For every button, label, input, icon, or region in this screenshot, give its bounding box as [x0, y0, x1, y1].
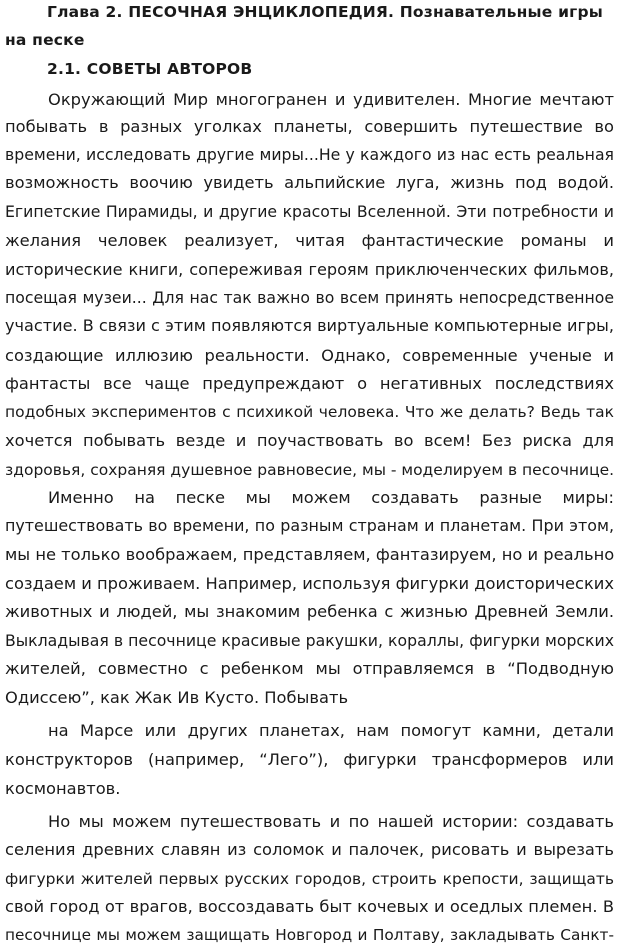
paragraph-line: подобных экспериментов с психикой человека. Что же делать? Ведь так [5, 403, 614, 421]
paragraph-line: здоровья, сохраняя душевное равновесие, мы - моделируем в песочнице. [5, 461, 615, 479]
paragraph-line: жителей, совместно с ребенком мы отправляемся в “Подводную [5, 659, 614, 678]
chapter-title-line-2: на песке [5, 31, 85, 49]
paragraph-line: посещая музеи... Для нас так важно во всем принять непосредственное [5, 288, 614, 307]
paragraph-line: Но мы можем путешествовать и по нашей истории: создавать [48, 812, 614, 831]
paragraph-line: времени, исследовать другие миры...Не у каждого из нас есть реальная [5, 145, 614, 164]
paragraph-line: на Марсе или других планетах, нам помогут камни, детали [48, 721, 614, 740]
paragraph-line: селения древних славян из соломок и палочек, рисовать и вырезать [5, 840, 614, 859]
paragraph-line: создаем и проживаем. Например, используя фигурки доисторических [5, 574, 614, 593]
paragraph-line: мы не только воображаем, представляем, фантазируем, но и реально [5, 545, 614, 564]
paragraph-line: фантасты все чаще предупреждают о негативных последствиях [5, 374, 614, 393]
paragraph-line: путешествовать во времени, по разным странам и планетам. При этом, [5, 516, 614, 535]
paragraph-line: космонавтов. [5, 779, 121, 798]
paragraph-line: хочется побывать везде и поучаствовать во всем! Без риска для [5, 431, 614, 450]
paragraph-line: создающие иллюзию реальности. Однако, современные ученые и [5, 346, 614, 365]
paragraph-line: участие. В связи с этим появляются виртуальные компьютерные игры, [5, 316, 614, 335]
paragraph-line: Именно на песке мы можем создавать разные миры: [48, 488, 614, 507]
paragraph-line: животных и людей, мы знакомим ребенка с жизнью Древней Земли. [5, 602, 614, 621]
paragraph-line: конструкторов (например, “Лего”), фигурки трансформеров или [5, 750, 614, 769]
paragraph-line: Одиссею”, как Жак Ив Кусто. Побывать [5, 688, 349, 707]
chapter-title-line-1: Глава 2. ПЕСОЧНАЯ ЭНЦИКЛОПЕДИЯ. Познавательные игры [47, 3, 603, 21]
paragraph-line: исторические книги, сопереживая героям приключенческих фильмов, [5, 260, 614, 279]
paragraph-line: возможность воочию увидеть альпийские луга, жизнь под водой. [5, 173, 614, 192]
paragraph-line: свой город от врагов, воссоздавать быт кочевых и оседлых племен. В [5, 897, 614, 916]
paragraph-line: побывать в разных уголках планеты, совершить путешествие во [5, 117, 614, 136]
section-title: 2.1. СОВЕТЫ АВТОРОВ [47, 60, 253, 78]
paragraph-line: желания человек реализует, читая фантастические романы и [5, 231, 614, 250]
paragraph-line: Выкладывая в песочнице красивые ракушки, кораллы, фигурки морских [5, 631, 614, 650]
paragraph-line: фигурки жителей первых русских городов, строить крепости, защищать [5, 870, 614, 888]
paragraph-line: песочнице мы можем защищать Новгород и Полтаву, закладывать Санкт- [5, 926, 614, 944]
paragraph-line: Окружающий Мир многогранен и удивителен. Многие мечтают [48, 90, 614, 109]
paragraph-line: Египетские Пирамиды, и другие красоты Вселенной. Эти потребности и [5, 202, 614, 221]
